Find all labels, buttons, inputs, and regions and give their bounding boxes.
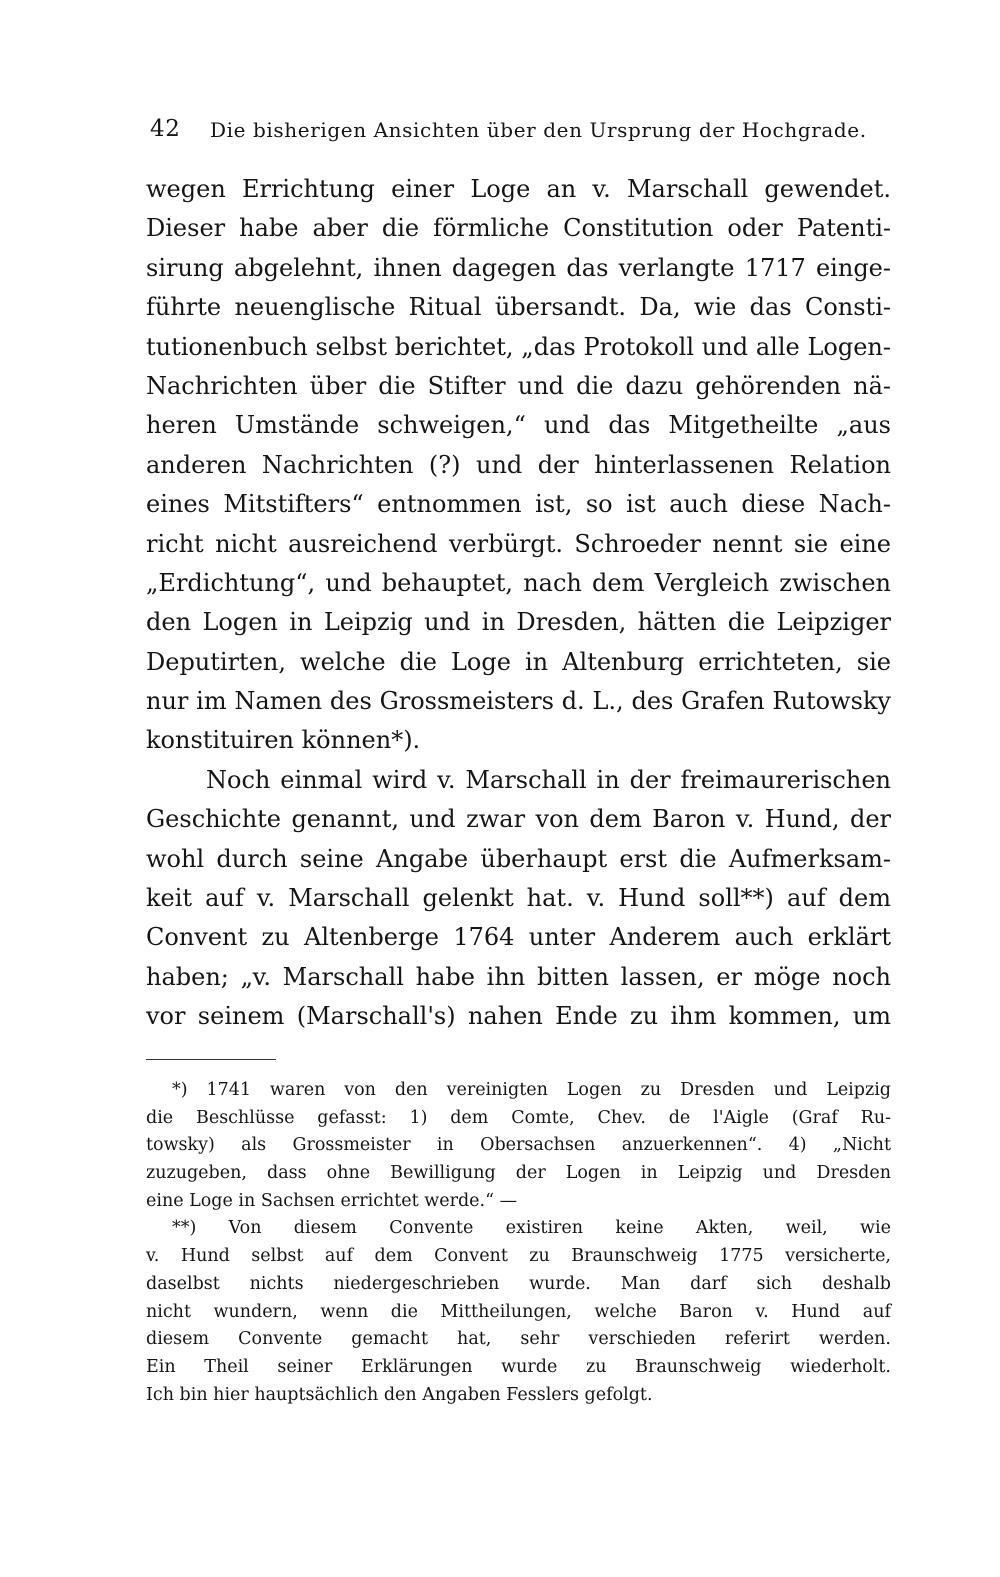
- running-header: [150, 116, 890, 148]
- footnote-line: diesem Convente gemacht hat, sehr verschieden referirt werden.: [146, 1329, 891, 1350]
- footnote-line: die Beschlüsse gefasst: 1) dem Comte, Chev. de l'Aigle (Graf Ru-: [146, 1107, 891, 1128]
- text-line: haben; „v. Marschall habe ihn bitten lassen, er möge noch: [146, 962, 891, 991]
- footnote: [146, 1215, 891, 1409]
- footnote-line: zuzugeben, dass ohne Bewilligung der Logen in Leipzig und Dresden: [146, 1163, 891, 1184]
- text-line: wohl durch seine Angabe überhaupt erst die Aufmerksam-: [146, 844, 891, 873]
- paragraph: [146, 170, 891, 761]
- text-line: sirung abgelehnt, ihnen dagegen das verlangte 1717 einge-: [146, 253, 891, 282]
- text-line: Geschichte genannt, und zwar von dem Baron v. Hund, der: [146, 805, 891, 834]
- footnote-line: daselbst nichts niedergeschrieben wurde. Man darf sich deshalb: [146, 1273, 891, 1294]
- footnote-line: **) Von diesem Convente existiren keine Akten, weil, wie: [172, 1218, 891, 1239]
- text-line: heren Umstände schweigen,“ und das Mitgetheilte „aus: [146, 411, 891, 440]
- page-number: 42: [150, 116, 181, 142]
- text-line: vor seinem (Marschall's) nahen Ende zu ihm kommen, um: [146, 1002, 891, 1031]
- footnote-line: eine Loge in Sachsen errichtet werde.“ —: [146, 1190, 518, 1211]
- text-line: wegen Errichtung einer Loge an v. Marschall gewendet.: [146, 175, 891, 203]
- text-line: tutionenbuch selbst berichtet, „das Protokoll und alle Logen-: [146, 332, 891, 361]
- footnote-line: Ein Theil seiner Erklärungen wurde zu Braunschweig wiederholt.: [146, 1356, 891, 1377]
- text-line: konstituiren können*).: [146, 726, 421, 755]
- text-line: anderen Nachrichten (?) und der hinterlassenen Relation: [146, 450, 891, 479]
- footnote-rule: [146, 1059, 276, 1060]
- footnote-line: towsky) als Grossmeister in Obersachsen anzuerkennen“. 4) „Nicht: [146, 1135, 891, 1156]
- footnote-line: v. Hund selbst auf dem Convent zu Braunschweig 1775 versicherte,: [146, 1246, 891, 1267]
- text-line: „Erdichtung“, und behauptet, nach dem Vergleich zwischen: [146, 568, 891, 597]
- text-line: Nachrichten über die Stifter und die dazu gehörenden nä-: [146, 371, 891, 400]
- footnote-line: *) 1741 waren von den vereinigten Logen zu Dresden und Leipzig: [172, 1080, 891, 1100]
- text-line: keit auf v. Marschall gelenkt hat. v. Hund soll**) auf dem: [146, 884, 891, 913]
- text-line: führte neuenglische Ritual übersandt. Da, wie das Consti-: [146, 293, 891, 322]
- text-line: Deputirten, welche die Loge in Altenburg errichteten, sie: [146, 647, 891, 676]
- footnote: [146, 1077, 891, 1215]
- text-line: eines Mitstifters“ entnommen ist, so ist auch diese Nach-: [146, 490, 891, 519]
- text-line: Convent zu Altenberge 1764 unter Anderem auch erklärt: [146, 923, 891, 952]
- main-text: [146, 170, 891, 1037]
- text-line: den Logen in Leipzig und in Dresden, hätten die Leipziger: [146, 608, 891, 637]
- footnote-line: nicht wundern, wenn die Mittheilungen, welche Baron v. Hund auf: [146, 1301, 891, 1322]
- footnotes: [146, 1077, 891, 1409]
- text-line: nur im Namen des Grossmeisters d. L., des Grafen Rutowsky: [146, 687, 891, 716]
- footnote-line: Ich bin hier hauptsächlich den Angaben Fesslers gefolgt.: [146, 1384, 653, 1405]
- paragraph: [146, 761, 891, 1037]
- text-line: Dieser habe aber die förmliche Constitution oder Patenti-: [146, 214, 891, 243]
- text-line: Noch einmal wird v. Marschall in der freimaurerischen: [206, 765, 891, 794]
- text-line: richt nicht ausreichend verbürgt. Schroeder nennt sie eine: [146, 529, 891, 558]
- running-title: Die bisherigen Ansichten über den Ursprung der Hochgrade.: [210, 118, 867, 142]
